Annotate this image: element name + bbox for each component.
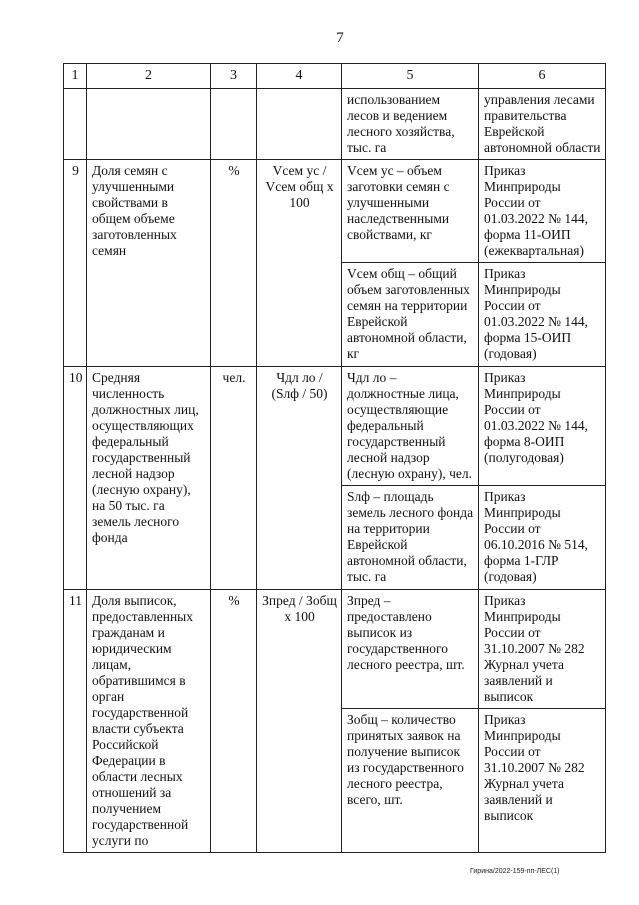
- page-number: 7: [336, 30, 344, 46]
- source-cell: Приказ Минприроды России от 06.10.2016 № 514, форма 1-ГЛР (годовая): [479, 486, 606, 590]
- variable-cell: Зобщ – количество принятых заявок на получение выписок из государственного лесного реестра, всего, шт.: [342, 709, 479, 853]
- variable-cell: Sлф – площадь земель лесного фонда на территории Еврейской автономной области, тыс. га: [342, 486, 479, 590]
- table-row: [64, 367, 606, 486]
- row-number: 11: [64, 590, 87, 853]
- column-header: 2: [87, 64, 211, 89]
- source-cell: управления лесами правительства Еврейской автономной области: [479, 89, 606, 160]
- column-header: 4: [257, 64, 342, 89]
- formula-cell: Vсем ус / Vсем общ x 100: [257, 160, 342, 367]
- table-row: [64, 89, 606, 160]
- unit-cell: %: [211, 590, 257, 853]
- indicator-name: Средняя численность должностных лиц, осуществляющих федеральный государственный лесной надзор (лесную охрану), на 50 тыс. га земель лесного фонда: [87, 367, 211, 590]
- source-cell: Приказ Минприроды России от 01.03.2022 № 144, форма 11-ОИП (ежеквартальная): [479, 160, 606, 263]
- indicator-name: Доля семян с улучшенными свойствами в общем объеме заготовленных семян: [87, 160, 211, 367]
- variable-cell: Чдл ло – должностные лица, осуществляющие федеральный государственный лесной надзор (лесную охрану), чел.: [342, 367, 479, 486]
- variable-cell: Зпред – предоставлено выписок из государственного лесного реестра, шт.: [342, 590, 479, 709]
- table-header-row: [64, 64, 606, 89]
- unit-cell: %: [211, 160, 257, 367]
- table-row: [64, 590, 606, 709]
- indicator-name: Доля выписок, предоставленных гражданам и юридическим лицам, обратившимся в орган государственной власти субъекта Российской Федерации в области лесных отношений за получением государственной услуги по: [87, 590, 211, 853]
- column-header: 1: [64, 64, 87, 89]
- unit-cell: чел.: [211, 367, 257, 590]
- row-number: 10: [64, 367, 87, 590]
- document-footer-code: Гирина/2022-159-пп-ЛЕС(1): [470, 868, 560, 875]
- source-cell: Приказ Минприроды России от 31.10.2007 № 282 Журнал учета заявлений и выписок: [479, 590, 606, 709]
- column-header: 3: [211, 64, 257, 89]
- formula-cell: Чдл ло / (Sлф / 50): [257, 367, 342, 590]
- variable-cell: Vсем общ – общий объем заготовленных семян на территории Еврейской автономной области, кг: [342, 263, 479, 367]
- table-row: [64, 160, 606, 263]
- formula-cell: Зпред / Зобщ x 100: [257, 590, 342, 853]
- row-number: 9: [64, 160, 87, 367]
- variable-cell: Vсем ус – объем заготовки семян с улучшенными наследственными свойствами, кг: [342, 160, 479, 263]
- indicators-table: [63, 63, 606, 853]
- variable-cell: использованием лесов и ведением лесного хозяйства, тыс. га: [342, 89, 479, 160]
- source-cell: Приказ Минприроды России от 01.03.2022 № 144, форма 15-ОИП (годовая): [479, 263, 606, 367]
- source-cell: Приказ Минприроды России от 01.03.2022 № 144, форма 8-ОИП (полугодовая): [479, 367, 606, 486]
- source-cell: Приказ Минприроды России от 31.10.2007 № 282 Журнал учета заявлений и выписок: [479, 709, 606, 853]
- column-header: 5: [342, 64, 479, 89]
- column-header: 6: [479, 64, 606, 89]
